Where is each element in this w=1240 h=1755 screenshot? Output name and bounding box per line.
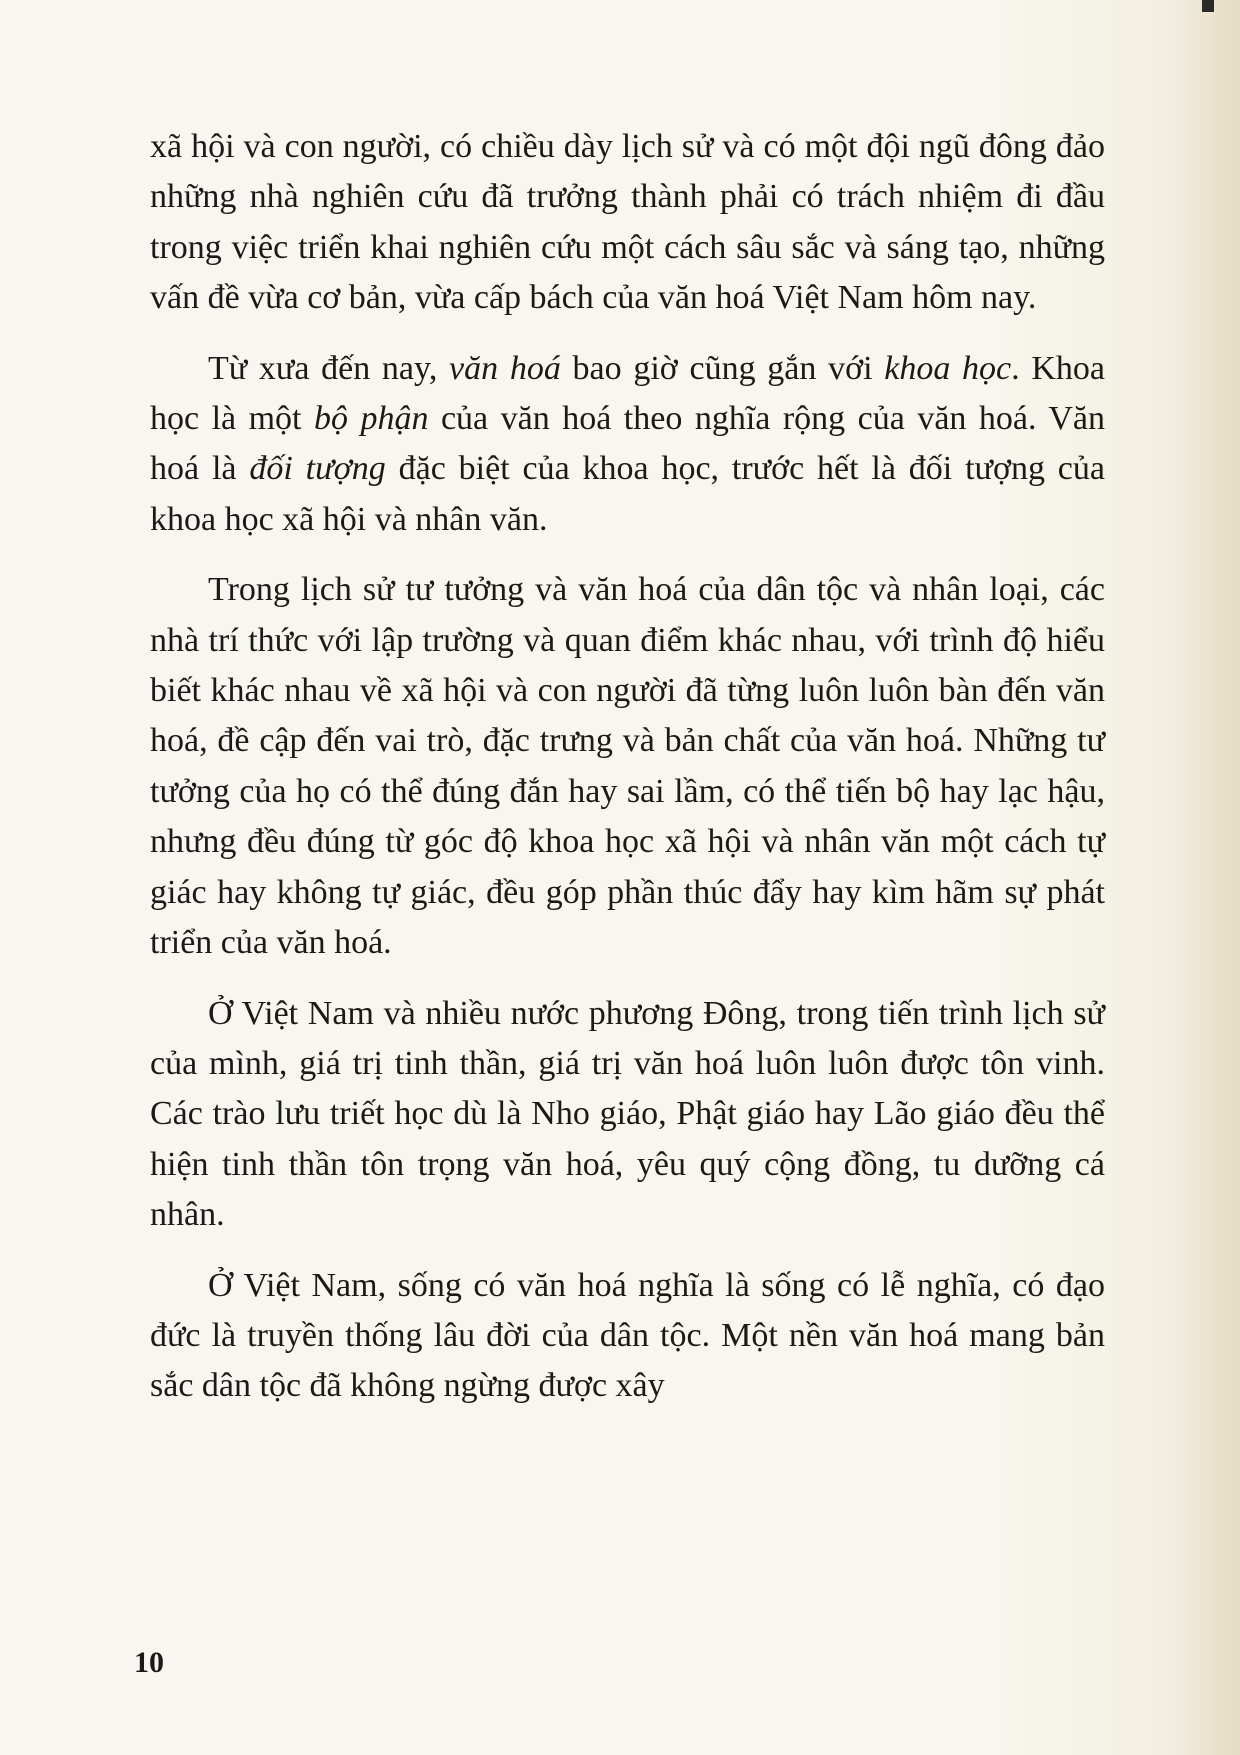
- p2-italic-khoa-hoc: khoa học: [884, 349, 1012, 387]
- p2-part-1: Từ xưa đến nay,: [208, 349, 450, 387]
- page-number: 10: [134, 1646, 164, 1679]
- p2-italic-doi-tuong: đối tượng: [249, 450, 386, 488]
- scan-corner-mark: [1202, 0, 1214, 12]
- paragraph-3: Trong lịch sử tư tưởng và văn hoá của dân tộc và nhân loại, các nhà trí thức với lập trường và quan điểm khác nhau, với trình độ hiểu biết khác nhau về xã hội và con người đã từng luôn luôn bàn đến văn hoá, đề cập đến vai trò, đặc trưng và bản chất của văn hoá. Những tư tưởng của họ có thể đúng đắn hay sai lầm, có thể tiến bộ hay lạc hậu, nhưng đều đúng từ góc độ khoa học xã hội và nhân văn một cách tự giác hay không tự giác, đều góp phần thúc đẩy hay kìm hãm sự phát triển của văn hoá.: [150, 571, 1105, 962]
- p2-italic-bo-phan: bộ phận: [313, 400, 429, 438]
- paragraph-2: [150, 344, 1105, 546]
- spine-shadow: [1180, 0, 1240, 1755]
- p2-part-3: bao giờ cũng gắn với: [560, 349, 885, 387]
- body-text: [150, 122, 1105, 1412]
- p2-part-9: đặc biệt của khoa học, trước hết là đối tượng của khoa học xã hội và nhân văn.: [150, 450, 1105, 538]
- paragraph-4: Ở Việt Nam và nhiều nước phương Đông, trong tiến trình lịch sử của mình, giá trị tinh thần, giá trị văn hoá luôn luôn được tôn vinh. Các trào lưu triết học dù là Nho giáo, Phật giáo hay Lão giáo đều thể hiện tinh thần tôn trọng văn hoá, yêu quý cộng đồng, tu dưỡng cá nhân.: [150, 994, 1105, 1234]
- paragraph-1: xã hội và con người, có chiều dày lịch sử và có một đội ngũ đông đảo những nhà nghiên cứu đã trưởng thành phải có trách nhiệm đi đầu trong việc triển khai nghiên cứu một cách sâu sắc và sáng tạo, những vấn đề vừa cơ bản, vừa cấp bách của văn hoá Việt Nam hôm nay.: [150, 128, 1105, 317]
- p2-italic-van-hoa: văn hoá: [449, 349, 561, 387]
- p2-part-5: . Khoa học là một: [150, 349, 1105, 438]
- p2-part-7: của văn hoá theo nghĩa rộng của văn hoá. Văn hoá là: [150, 400, 1106, 488]
- paragraph-5: Ở Việt Nam, sống có văn hoá nghĩa là sống có lễ nghĩa, có đạo đức là truyền thống lâu đời của dân tộc. Một nền văn hoá mang bản sắc dân tộc đã không ngừng được xây: [150, 1266, 1105, 1405]
